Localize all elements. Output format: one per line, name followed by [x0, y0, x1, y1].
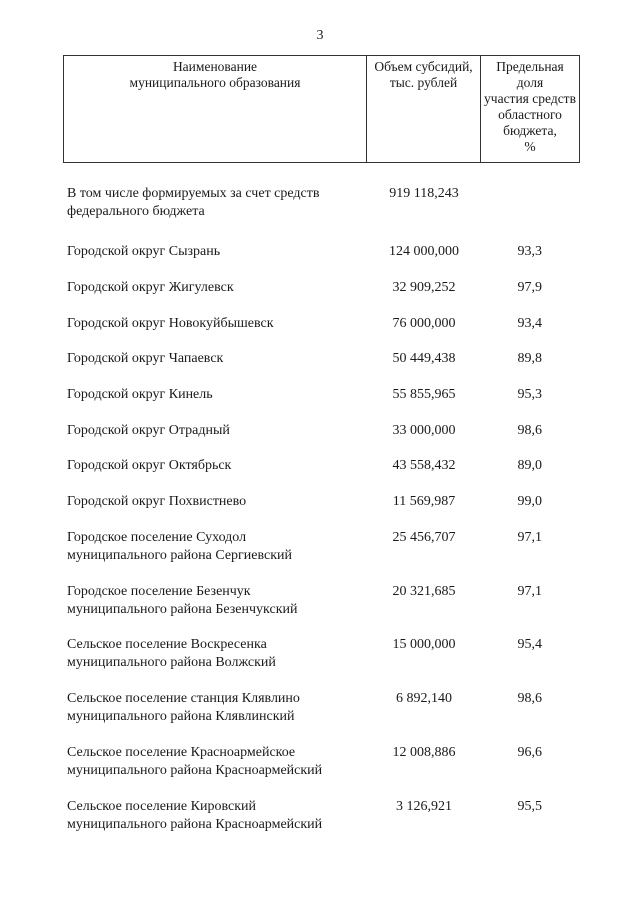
subsidy-amount: 11 569,987 — [392, 494, 456, 509]
header-name-column: Наименование муниципального образования — [64, 56, 367, 162]
subsidy-amount: 20 321,685 — [392, 584, 456, 599]
municipality-name: Сельское поселение Воскресенка муниципального района Волжский — [67, 637, 276, 670]
municipality-name: Городской округ Сызрань — [67, 244, 221, 259]
budget-share: 89,0 — [517, 458, 542, 473]
municipality-name: Городской округ Чапаевск — [67, 351, 224, 366]
subsidy-amount: 3 126,921 — [396, 799, 452, 814]
municipality-name: В том числе формируемых за счет средств федерального бюджета — [67, 186, 320, 219]
subsidy-amount: 12 008,886 — [392, 745, 456, 760]
budget-share: 93,4 — [517, 316, 542, 331]
table-header — [63, 55, 580, 163]
subsidy-amount: 32 909,252 — [392, 280, 456, 295]
municipality-name: Сельское поселение Красноармейское муниципального района Красноармейский — [67, 745, 323, 778]
budget-share: 95,3 — [517, 387, 542, 402]
budget-share: 93,3 — [517, 244, 542, 259]
budget-share: 97,9 — [517, 280, 542, 295]
page-number: 3 — [316, 28, 324, 43]
municipality-name: Городской округ Кинель — [67, 387, 213, 402]
budget-share: 98,6 — [517, 423, 542, 438]
header-amount-column: Объем субсидий, тыс. рублей — [367, 56, 481, 162]
budget-share: 98,6 — [517, 691, 542, 706]
budget-share: 95,5 — [517, 799, 542, 814]
municipality-name: Городской округ Жигулевск — [67, 280, 234, 295]
budget-share: 97,1 — [517, 584, 542, 599]
subsidy-amount: 55 855,965 — [392, 387, 456, 402]
budget-share: 95,4 — [517, 637, 542, 652]
municipality-name: Городской округ Новокуйбышевск — [67, 316, 274, 331]
subsidy-amount: 33 000,000 — [392, 423, 456, 438]
municipality-name: Городской округ Октябрьск — [67, 458, 232, 473]
budget-share: 89,8 — [517, 351, 542, 366]
municipality-name: Городское поселение Безенчук муниципального района Безенчукский — [67, 584, 298, 617]
municipality-name: Городской округ Похвистнево — [67, 494, 247, 509]
subsidy-amount: 50 449,438 — [392, 351, 456, 366]
municipality-name: Сельское поселение станция Клявлино муниципального района Клявлинский — [67, 691, 300, 724]
budget-share: 96,6 — [517, 745, 542, 760]
budget-share: 97,1 — [517, 530, 542, 545]
municipality-name: Городское поселение Суходол муниципального района Сергиевский — [67, 530, 293, 563]
header-share-column: Предельная доля участия средств областного бюджета, % — [484, 59, 576, 154]
subsidy-amount: 43 558,432 — [392, 458, 456, 473]
subsidy-amount: 6 892,140 — [396, 691, 452, 706]
subsidy-amount: 919 118,243 — [389, 186, 459, 201]
municipality-name: Городской округ Отрадный — [67, 423, 230, 438]
municipality-name: Сельское поселение Кировский муниципального района Красноармейский — [67, 799, 323, 832]
subsidy-amount: 124 000,000 — [389, 244, 459, 259]
subsidy-amount: 15 000,000 — [392, 637, 456, 652]
subsidy-amount: 25 456,707 — [392, 530, 456, 545]
subsidy-amount: 76 000,000 — [392, 316, 456, 331]
budget-share: 99,0 — [517, 494, 542, 509]
